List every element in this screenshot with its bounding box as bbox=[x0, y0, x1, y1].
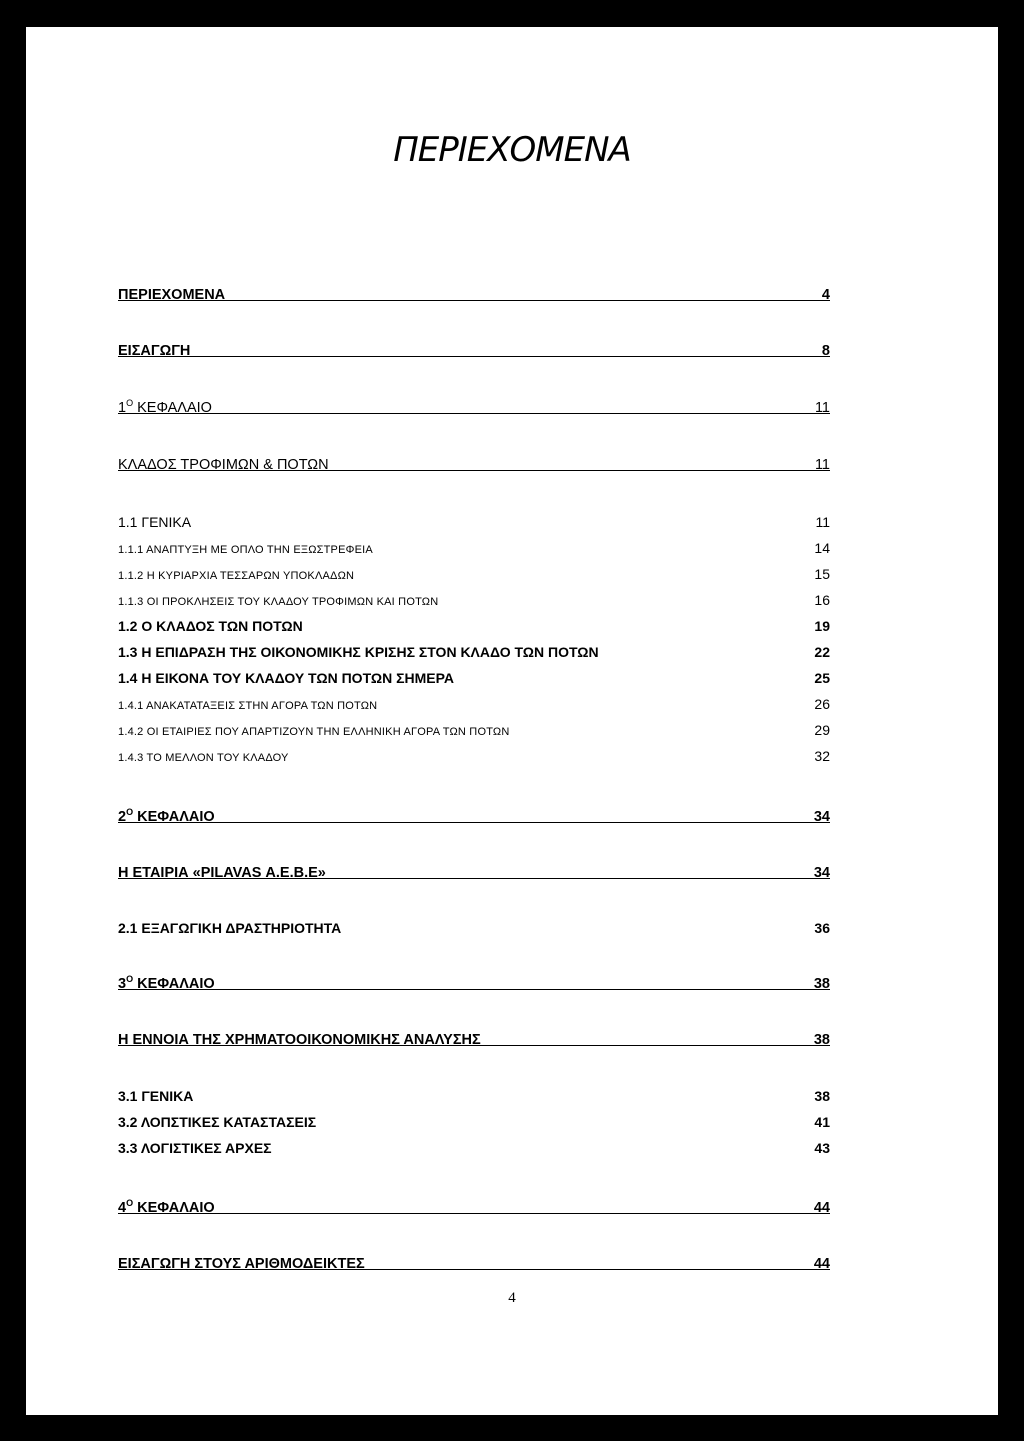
toc-entry-financial-analysis[interactable] bbox=[118, 1024, 830, 1048]
toc-entry-1-4-3[interactable] bbox=[118, 740, 830, 764]
superscript-o: Ο bbox=[126, 807, 134, 817]
toc-label: $3^O$ ΚΕΦΑΛΑΙΟ bbox=[118, 974, 215, 992]
toc-entry-3-3[interactable] bbox=[118, 1132, 830, 1156]
toc-entry-1-1-1[interactable] bbox=[118, 532, 830, 556]
toc-page-number: 11 bbox=[814, 457, 830, 473]
toc-entry-introduction[interactable] bbox=[118, 335, 830, 359]
toc-label: 1.1.2 Η ΚΥΡΙΑΡΧΙΑ ΤΕΣΣΑΡΩΝ ΥΠΟΚΛΑΔΩΝ bbox=[118, 570, 355, 582]
toc-entry-1-1[interactable] bbox=[118, 506, 830, 530]
toc-entry-1-4[interactable] bbox=[118, 662, 830, 686]
toc-entry-1-1-3[interactable] bbox=[118, 584, 830, 608]
toc-page-number: 14 bbox=[814, 540, 830, 556]
toc-entry-index-numbers[interactable] bbox=[118, 1248, 830, 1272]
toc-label: 2.1 ΕΞΑΓΩΓΙΚΗ ΔΡΑΣΤΗΡΙΟΤΗΤΑ bbox=[118, 920, 342, 936]
toc-entry-1-3[interactable] bbox=[118, 636, 830, 660]
toc-label: 1.4.2 ΟΙ ΕΤΑΙΡΙΕΣ ΠΟΥ ΑΠΑΡΤΙΖΟΥΝ ΤΗΝ ΕΛΛΗΝΙΚΗ ΑΓΟΡΑ ΤΩΝ ΠΟΤΩΝ bbox=[118, 726, 510, 738]
toc-page-number: 29 bbox=[814, 722, 830, 738]
toc-label: ΚΛΑΔΟΣ ΤΡΟΦΙΜΩΝ & ΠΟΤΩΝ bbox=[118, 457, 329, 473]
toc-label: Η ΕΝΝΟΙΑ ΤΗΣ ΧΡΗΜΑΤΟΟΙΚΟΝΟΜΙΚΗΣ ΑΝΑΛΥΣΗΣ bbox=[118, 1032, 481, 1048]
toc-page-number: 38 bbox=[813, 1032, 830, 1048]
toc-label: ΕΙΣΑΓΩΓΗ bbox=[118, 343, 191, 359]
toc-page-number: 25 bbox=[814, 670, 830, 686]
toc-page-number: 44 bbox=[813, 1200, 830, 1216]
toc-page-number: 34 bbox=[813, 865, 830, 881]
toc-entry-1-4-2[interactable] bbox=[118, 714, 830, 738]
toc-label: 1.1.3 ΟΙ ΠΡΟΚΛΗΣΕΙΣ ΤΟΥ ΚΛΑΔΟΥ ΤΡΟΦΙΜΩΝ ΚΑΙ ΠΟΤΩΝ bbox=[118, 596, 439, 608]
toc-label: 1.4.1 ΑΝΑΚΑΤΑΤΑΞΕΙΣ ΣΤΗΝ ΑΓΟΡΑ ΤΩΝ ΠΟΤΩΝ bbox=[118, 700, 378, 712]
toc-entry-chapter-1[interactable] bbox=[118, 392, 830, 416]
superscript-o: Ο bbox=[126, 398, 134, 408]
toc-entry-chapter-2[interactable] bbox=[118, 801, 830, 825]
toc-label: 1.1.1 ΑΝΑΠΤΥΞΗ ΜΕ ΟΠΛΟ ΤΗΝ ΕΞΩΣΤΡΕΦΕΙΑ bbox=[118, 544, 373, 556]
toc-page-number: 43 bbox=[814, 1140, 830, 1156]
toc-entry-chapter-4[interactable] bbox=[118, 1192, 830, 1216]
toc-label: 3.1 ΓΕΝΙΚΑ bbox=[118, 1088, 194, 1104]
toc-label: ΕΙΣΑΓΩΓΗ ΣΤΟΥΣ ΑΡΙΘΜΟΔΕΙΚΤΕΣ bbox=[118, 1256, 365, 1272]
toc-label: $4^O$ ΚΕΦΑΛΑΙΟ bbox=[118, 1198, 215, 1216]
toc-label: 3.3 ΛΟΓΙΣΤΙΚΕΣ ΑΡΧΕΣ bbox=[118, 1140, 272, 1156]
toc-page-number: 26 bbox=[814, 696, 830, 712]
toc-entry-contents[interactable] bbox=[118, 279, 830, 303]
toc-page-number: 38 bbox=[813, 976, 830, 992]
toc-page-number: 16 bbox=[814, 592, 830, 608]
toc-page-number: 15 bbox=[814, 566, 830, 582]
toc-page-number: 41 bbox=[814, 1114, 830, 1130]
toc-label: $2^O$ ΚΕΦΑΛΑΙΟ bbox=[118, 807, 215, 825]
toc-entry-1-4-1[interactable] bbox=[118, 688, 830, 712]
toc-page-number: 34 bbox=[813, 809, 830, 825]
page-number-footer: 4 bbox=[508, 1290, 516, 1306]
toc-label: $1^O$ ΚΕΦΑΛΑΙΟ bbox=[118, 398, 212, 416]
toc-page-number: 44 bbox=[813, 1256, 830, 1272]
toc-label: 1.4 Η ΕΙΚΟΝΑ ΤΟΥ ΚΛΑΔΟΥ ΤΩΝ ΠΟΤΩΝ ΣΗΜΕΡΑ bbox=[118, 670, 455, 686]
toc-page-number: 11 bbox=[815, 514, 830, 530]
toc-entry-pilavas[interactable] bbox=[118, 857, 830, 881]
toc-label: Η ΕΤΑΙΡΙΑ «PILAVAS Α.Ε.Β.Ε» bbox=[118, 865, 326, 881]
toc-page-number: 32 bbox=[814, 748, 830, 764]
superscript-o: Ο bbox=[126, 1198, 134, 1208]
toc-page-number: 4 bbox=[821, 287, 830, 303]
toc-entry-food-beverages-sector[interactable] bbox=[118, 449, 830, 473]
toc-page-number: 38 bbox=[814, 1088, 830, 1104]
toc-page-number: 36 bbox=[814, 920, 830, 936]
toc-label: 1.2 Ο ΚΛΑΔΟΣ ΤΩΝ ΠΟΤΩΝ bbox=[118, 618, 303, 634]
toc-entry-2-1[interactable] bbox=[118, 912, 830, 936]
toc-entry-3-1[interactable] bbox=[118, 1080, 830, 1104]
document-page bbox=[26, 27, 998, 1415]
toc-page-number: 8 bbox=[821, 343, 830, 359]
toc-page-number: 22 bbox=[814, 644, 830, 660]
toc-page-number: 19 bbox=[814, 618, 830, 634]
toc-label: 1.1 ΓΕΝΙΚΑ bbox=[118, 514, 192, 530]
toc-label: ΠΕΡΙΕΧΟΜΕΝΑ bbox=[118, 287, 226, 303]
toc-page-number: 11 bbox=[814, 400, 830, 416]
toc-entry-1-2[interactable] bbox=[118, 610, 830, 634]
page-title: ΠΕΡΙΕΧΟΜΕΝΑ bbox=[393, 130, 631, 170]
toc-label: 1.4.3 ΤΟ ΜΕΛΛΟΝ ΤΟΥ ΚΛΑΔΟΥ bbox=[118, 752, 289, 764]
toc-entry-3-2[interactable] bbox=[118, 1106, 830, 1130]
toc-label: 3.2 ΛΟΠΣΤΙΚΕΣ ΚΑΤΑΣΤΑΣΕΙΣ bbox=[118, 1114, 317, 1130]
toc-entry-1-1-2[interactable] bbox=[118, 558, 830, 582]
toc-entry-chapter-3[interactable] bbox=[118, 968, 830, 992]
superscript-o: Ο bbox=[126, 974, 134, 984]
toc-label: 1.3 Η ΕΠΙΔΡΑΣΗ ΤΗΣ ΟΙΚΟΝΟΜΙΚΗΣ ΚΡΙΣΗΣ ΣΤΟΝ ΚΛΑΔΟ ΤΩΝ ΠΟΤΩΝ bbox=[118, 644, 599, 660]
